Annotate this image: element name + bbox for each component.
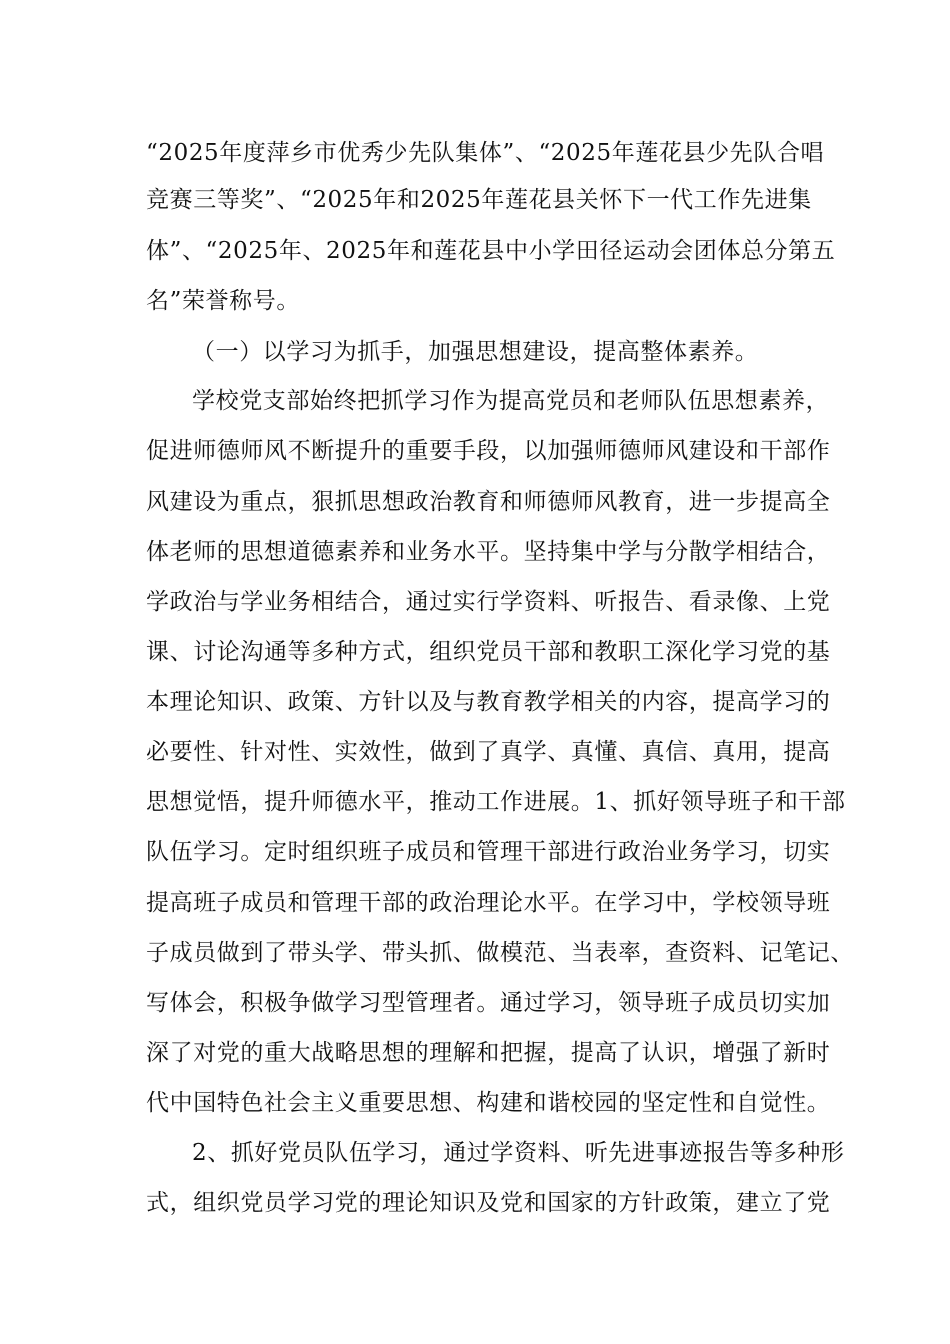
text-line: 课、讨论沟通等多种方式，组织党员干部和教职工深化学习党的基	[146, 639, 831, 665]
text-line: 式，组织党员学习党的理论知识及党和国家的方针政策，建立了党	[146, 1190, 831, 1216]
section-heading: （一）以学习为抓手，加强思想建设，提高整体素养。	[192, 339, 759, 365]
text-line: 思想觉悟，提升师德水平，推动工作进展。1、抓好领导班子和干部	[146, 789, 846, 815]
text-line: 学政治与学业务相结合，通过实行学资料、听报告、看录像、上党	[146, 589, 831, 615]
text-line: 提高班子成员和管理干部的政治理论水平。在学习中，学校领导班	[146, 890, 831, 916]
text-line: 队伍学习。定时组织班子成员和管理干部进行政治业务学习，切实	[146, 839, 831, 865]
text-line: 必要性、针对性、实效性，做到了真学、真懂、真信、真用，提高	[146, 739, 831, 765]
text-line: 体”、“2025年、2025年和莲花县中小学田径运动会团体总分第五	[146, 238, 836, 264]
text-line: 2、抓好党员队伍学习，通过学资料、听先进事迹报告等多种形	[192, 1140, 845, 1166]
text-line: 竞赛三等奖”、“2025年和2025年莲花县关怀下一代工作先进集	[146, 187, 812, 213]
text-line: 深了对党的重大战略思想的理解和把握，提高了认识，增强了新时	[146, 1040, 831, 1066]
text-line: “2025年度萍乡市优秀少先队集体”、“2025年莲花县少先队合唱	[146, 140, 825, 166]
text-line: 子成员做到了带头学、带头抓、做模范、当表率，查资料、记笔记、	[146, 940, 854, 966]
text-line: 写体会，积极争做学习型管理者。通过学习，领导班子成员切实加	[146, 990, 831, 1016]
text-line: 风建设为重点，狠抓思想政治教育和师德师风教育，进一步提高全	[146, 489, 831, 515]
text-line: 体老师的思想道德素养和业务水平。坚持集中学与分散学相结合，	[146, 539, 831, 565]
text-line: 本理论知识、政策、方针以及与教育教学相关的内容，提高学习的	[146, 689, 831, 715]
text-line: 学校党支部始终把抓学习作为提高党员和老师队伍思想素养，	[192, 388, 830, 414]
text-line: 名”荣誉称号。	[146, 288, 300, 314]
text-line: 促进师德师风不断提升的重要手段，以加强师德师风建设和干部作	[146, 438, 831, 464]
text-line: 代中国特色社会主义重要思想、构建和谐校园的坚定性和自觉性。	[146, 1090, 831, 1116]
